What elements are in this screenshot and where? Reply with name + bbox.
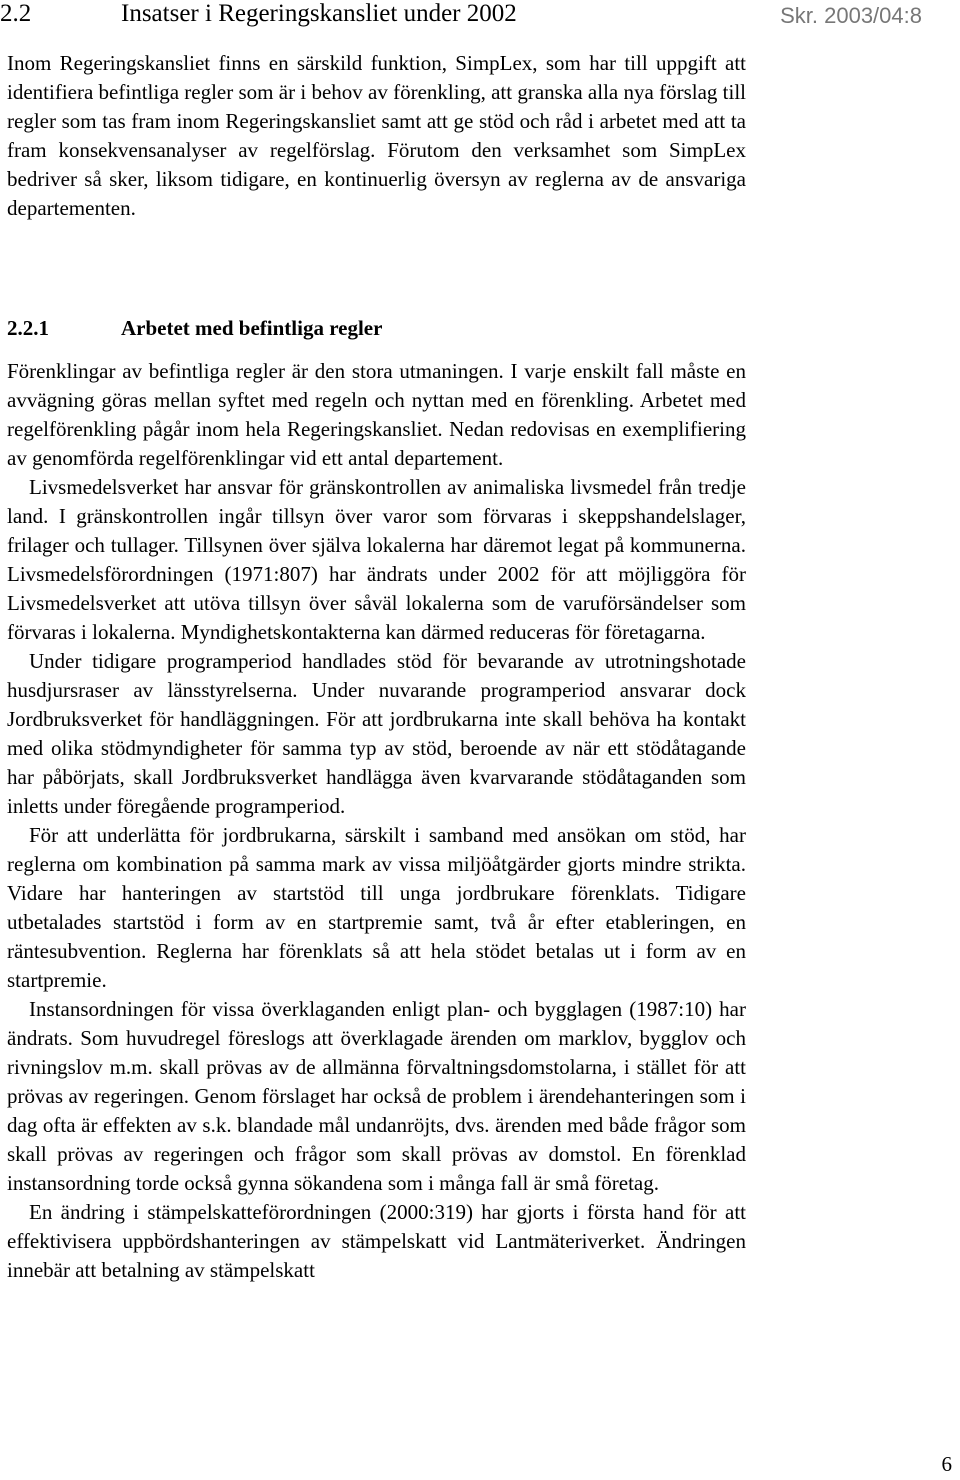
section-title: Insatser i Regeringskansliet under 2002	[121, 0, 517, 27]
paragraph: Livsmedelsverket har ansvar för gränskontrollen av animaliska livsmedel från tredje land. I gränskontrollen ingår tillsyn över varor som förvaras i skeppshandelslager, frilager och tullager. Tillsynen över själva lokalerna har däremot legat på kommunerna. Livsmedelsförordningen (1971:807) har ändrats under 2002 för att möjliggöra för Livsmedelsverket att utöva tillsyn över såväl lokalerna som de varuförsändelser som förvaras i lokalerna. Myndighetskontakterna kan därmed reduceras för företagarna.	[7, 475, 746, 644]
page-header	[0, 0, 960, 32]
subsection-number: 2.2.1	[7, 316, 49, 340]
paragraph: En ändring i stämpelskatteförordningen (2000:319) har gjorts i första hand för att effektivisera uppbördshanteringen av stämpelskatt vid Lantmäteriverket. Ändringen innebär att betalning av stämpelskatt	[7, 1200, 746, 1282]
document-reference: Skr. 2003/04:8	[780, 3, 922, 28]
paragraph: Instansordningen för vissa överklaganden enligt plan- och bygglagen (1987:10) har ändrats. Som huvudregel föreslogs att överklagade ärenden om marklov, bygglov och rivningslov m.m. skall prövas av de allmänna förvaltningsdomstolarna, i stället för att prövas av regeringen. Genom förslaget har också de problem i ärendehanteringen som i dag ofta är effekten av s.k. blandade mål undanröjts, dvs. ärenden med både frågor som skall prövas av regeringen och frågor som skall prövas av domstol. En förenklad instansordning torde också gynna sökandena som i många fall är små företag.	[7, 997, 746, 1195]
page-number: 6	[941, 1452, 952, 1476]
subsection-heading	[7, 313, 746, 343]
paragraph: För att underlätta för jordbrukarna, särskilt i samband med ansökan om stöd, har reglerna om kombination på samma mark av vissa miljöåtgärder gjorts mindre strikta. Vidare har hanteringen av startstöd till unga jordbrukare förenklats. Tidigare utbetalades startstöd i form av en startpremie samt, två år efter etableringen, en räntesubvention. Reglerna har förenklats så att hela stödet betalas ut i form av en startpremie.	[7, 823, 746, 992]
intro-section	[7, 49, 746, 223]
subsection-title: Arbetet med befintliga regler	[121, 316, 383, 340]
main-text	[7, 357, 746, 1285]
intro-paragraph: Inom Regeringskansliet finns en särskild funktion, SimpLex, som har till uppgift att identifiera befintliga regler som är i behov av förenkling, att granska alla nya förslag till regler som tas fram inom Regeringskansliet samt att ge stöd och råd i arbetet med att ta fram konsekvensanalyser av regelförslag. Förutom den verksamhet som SimpLex bedriver så sker, liksom tidigare, en kontinuerlig översyn av reglerna av de ansvariga departementen.	[7, 51, 746, 220]
paragraph: Förenklingar av befintliga regler är den stora utmaningen. I varje enskilt fall måste en avvägning göras mellan syftet med regeln och nyttan med en förenkling. Arbetet med regelförenkling pågår inom hela Regeringskansliet. Nedan redovisas en exemplifiering av genomförda regelförenklingar vid ett antal departement.	[7, 359, 746, 470]
paragraph: Under tidigare programperiod handlades stöd för bevarande av utrotningshotade husdjursraser av länsstyrelserna. Under nuvarande programperiod ansvarar dock Jordbruksverket för handläggningen. För att jordbrukarna inte skall behöva ha kontakt med olika stödmyndigheter för samma typ av stöd, beroende av när ett stödåtagande har påbörjats, skall Jordbruksverket handlägga även kvarvarande stödåtaganden som inletts under föregående programperiod.	[7, 649, 746, 818]
section-number: 2.2	[0, 0, 32, 27]
